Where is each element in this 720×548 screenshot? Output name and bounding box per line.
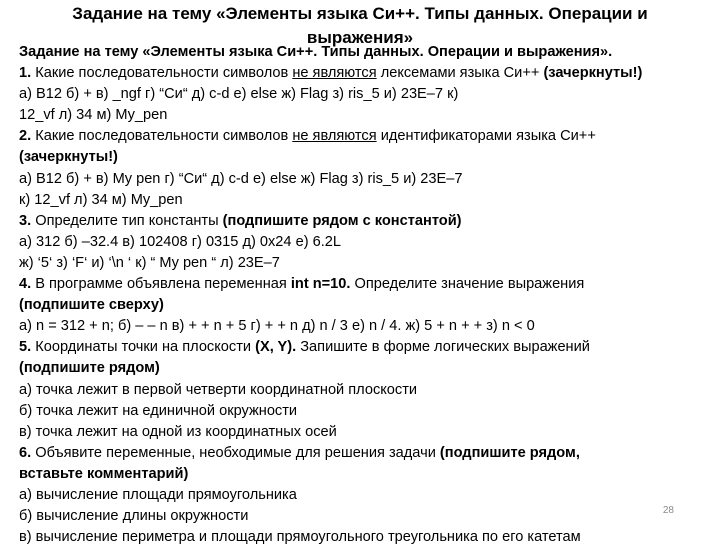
instruction-note: (подпишите сверху)	[19, 297, 164, 314]
task-content	[19, 42, 715, 548]
underlined-text: не являются	[292, 128, 377, 145]
question-2-options-cont: к) 12_vf л) 34 м) My_pen	[19, 191, 183, 208]
question-1: 1. Какие последовательности символов не являются лексемами языка Си++ (зачеркнуты!)	[19, 65, 643, 82]
code-declaration: int n=10.	[290, 276, 351, 293]
task-heading: Задание на тему «Элементы языка Си++. Типы данных. Операции и выражения».	[19, 44, 613, 60]
question-4: 4. В программе объявлена переменная int n=10. Определите значение выражения	[19, 276, 585, 293]
question-number: 3.	[19, 212, 32, 229]
question-5-item-a: а) точка лежит в первой четверти координатной плоскости	[19, 381, 418, 398]
instruction-note: (зачеркнуты!)	[543, 65, 643, 82]
instruction-note: (подпишите рядом,	[439, 444, 580, 461]
instruction-note-cont: вставьте комментарий)	[19, 465, 189, 482]
instruction-note: (подпишите рядом)	[19, 360, 160, 377]
question-2: 2. Какие последовательности символов не являются идентификаторами языка Си++	[19, 128, 596, 145]
instruction-note: (подпишите рядом с константой)	[222, 212, 462, 229]
question-3-options: а) 312 б) –32.4 в) 102408 г) 0315 д) 0x24 е) 6.2L	[19, 233, 342, 250]
question-5-item-b: б) точка лежит на единичной окружности	[19, 402, 298, 419]
question-5-item-c: в) точка лежит на одной из координатных осей	[19, 423, 337, 440]
question-6-item-a: а) вычисление площади прямоугольника	[19, 486, 297, 503]
question-6: 6. Объявите переменные, необходимые для решения задачи (подпишите рядом,	[19, 444, 580, 461]
question-3-options-cont: ж) ‘5‘ з) ‘F‘ и) ‘\n ‘ к) “ My pen “ л) 23E–7	[19, 254, 280, 271]
question-number: 5.	[19, 339, 32, 356]
instruction-note: (зачеркнуты!)	[19, 149, 118, 166]
slide-title: Задание на тему «Элементы языка Си++. Типы данных. Операции и выражения»	[72, 4, 648, 47]
question-2-options: а) B12 б) + в) My pen г) “Си“ д) c-d е) else ж) Flag з) ris_5 и) 23E–7	[19, 170, 463, 187]
question-5: 5. Координаты точки на плоскости (X, Y). Запишите в форме логических выражений	[19, 339, 590, 356]
question-number: 1.	[19, 65, 32, 82]
question-6-item-b: б) вычисление длины окружности	[19, 508, 249, 525]
page-number: 28	[662, 505, 674, 516]
question-number: 2.	[19, 128, 32, 145]
question-number: 4.	[19, 276, 32, 293]
question-1-options-cont: 12_vf л) 34 м) My_pen	[19, 107, 168, 124]
question-4-options: а) n = 312 + n; б) – – n в) + + n + 5 г) + + n д) n / 3 е) n / 4. ж) 5 + n + + з) n < 0	[19, 318, 535, 335]
question-1-options: а) B12 б) + в) _ngf г) “Си“ д) c-d е) else ж) Flag з) ris_5 и) 23E–7 к)	[19, 86, 459, 103]
question-6-item-c: в) вычисление периметра и площади прямоугольного треугольника по его катетам	[19, 529, 581, 546]
underlined-text: не являются	[292, 65, 377, 82]
question-3: 3. Определите тип константы (подпишите рядом с константой)	[19, 212, 462, 229]
coordinates-label: (X, Y).	[255, 339, 297, 356]
question-number: 6.	[19, 444, 32, 461]
